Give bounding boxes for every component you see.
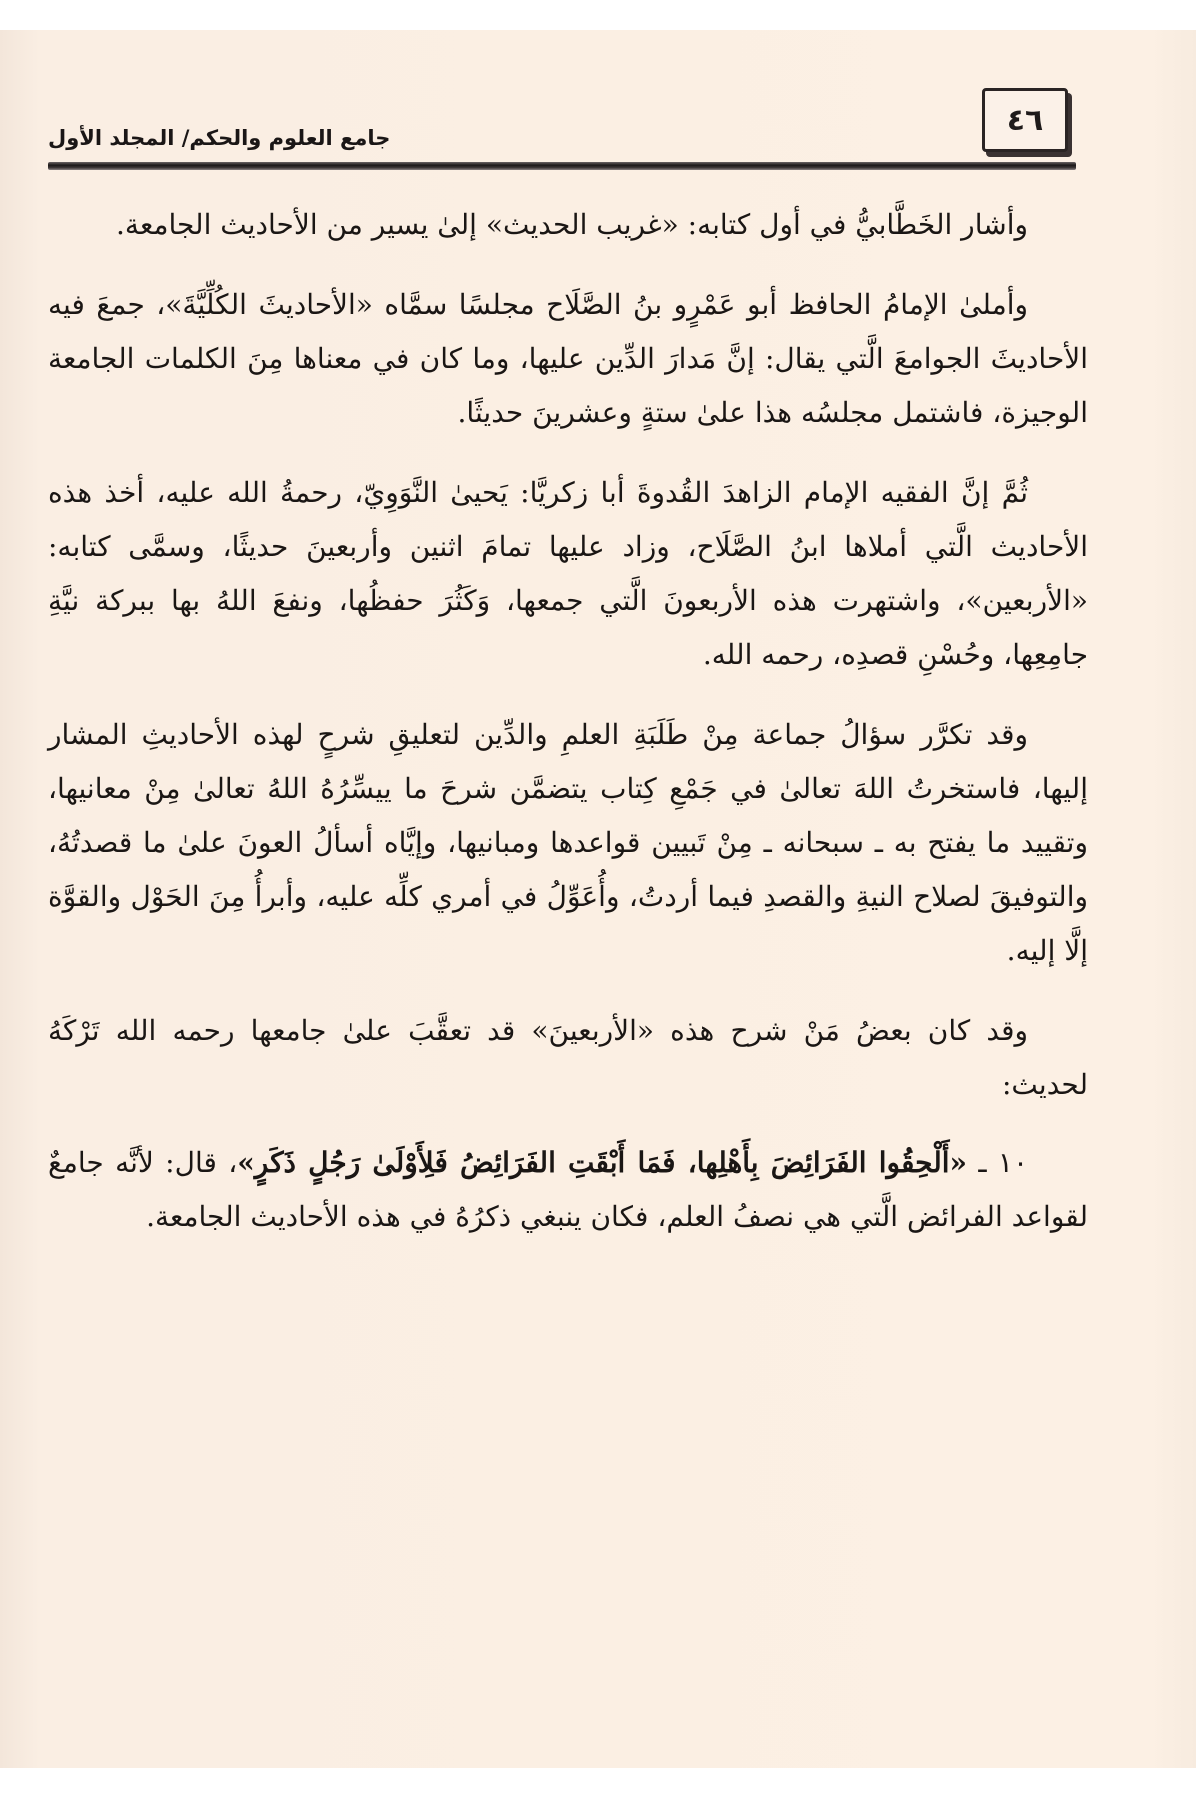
book-page xyxy=(0,30,1196,1768)
page-body xyxy=(48,198,1088,1244)
paragraph-ibn-salah: وأملىٰ الإمامُ الحافظ أبو عَمْرٍو بنُ الصَّلَاح مجلسًا سمَّاه «الأحاديثَ الكُلِّيَّةَ»، جمعَ فيه الأحاديثَ الجوامعَ الَّتي يقال: إنَّ مَدارَ الدِّين عليها، وما كان في معناها مِنَ الكلمات الجامعة الوجيزة، فاشتمل مجلسُه هذا علىٰ ستةٍ وعشرينَ حديثًا. xyxy=(48,288,1088,429)
page-header xyxy=(48,88,1076,178)
header-divider xyxy=(48,162,1076,170)
hadith-entry xyxy=(48,1136,1088,1244)
paragraph-nawawi: ثُمَّ إنَّ الفقيه الإمام الزاهدَ القُدوةَ أبا زكريَّا: يَحيىٰ النَّوَوِيّ، رحمةُ الله عليه، أخذ هذه الأحاديث الَّتي أملاها ابنُ الصَّلَاح، وزاد عليها تمامَ اثنين وأربعينَ حديثًا، وسمَّى كتابه: «الأربعين»، واشتهرت هذه الأربعونَ الَّتي جمعها، وَكَثُرَ حفظُها، ونفعَ اللهُ بها ببركة نيَّةِ جامِعِها، وحُسْنِ قصدِه، رحمه الله. xyxy=(48,476,1088,671)
paragraph-author-intent: وقد تكرَّر سؤالُ جماعة مِنْ طَلَبَةِ العلمِ والدِّين لتعليقِ شرحٍ لهذه الأحاديثِ المشار إليها، فاستخرتُ اللهَ تعالىٰ في جَمْعِ كِتاب يتضمَّن شرحَ ما ييسِّرُهُ اللهُ تعالىٰ مِنْ معانيها، وتقييد ما يفتح به ـ سبحانه ـ مِنْ تَبيين قواعدها ومبانيها، وإيَّاه أسألُ العونَ علىٰ ما قصدتُهُ، والتوفيقَ لصلاح النيةِ والقصدِ فيما أردتُ، وأُعَوِّلُ في أمري كلِّه عليه، وأبرأُ مِنَ الحَوْل والقوَّة إلَّا إليه. xyxy=(48,718,1088,967)
paragraph-khattabi: وأشار الخَطَّابيُّ في أول كتابه: «غريب الحديث» إلىٰ يسير من الأحاديث الجامعة. xyxy=(116,208,1028,241)
hadith-commentary: ، قال: لأنَّه جامعٌ لقواعد الفرائض الَّتي هي نصفُ العلم، فكان ينبغي ذكرُهُ في هذه الأحاديث الجامعة. xyxy=(48,1146,1088,1233)
running-title: جامع العلوم والحكم/ المجلد الأول xyxy=(48,126,391,150)
paragraph-critique: وقد كان بعضُ مَنْ شرح هذه «الأربعينَ» قد تعقَّبَ علىٰ جامعها رحمه الله تَرْكَهُ لحديث: xyxy=(48,1014,1088,1101)
page-number: ٤٦ xyxy=(1006,102,1044,138)
hadith-number: ١٠ ـ xyxy=(978,1146,1028,1179)
page-number-badge xyxy=(982,88,1068,152)
hadith-quote: «أَلْحِقُوا الفَرَائِضَ بِأَهْلِها، فَمَا أَبْقَتِ الفَرَائِضُ فَلِأَوْلَىٰ رَجُلٍ ذَكَرٍ» xyxy=(237,1146,968,1179)
